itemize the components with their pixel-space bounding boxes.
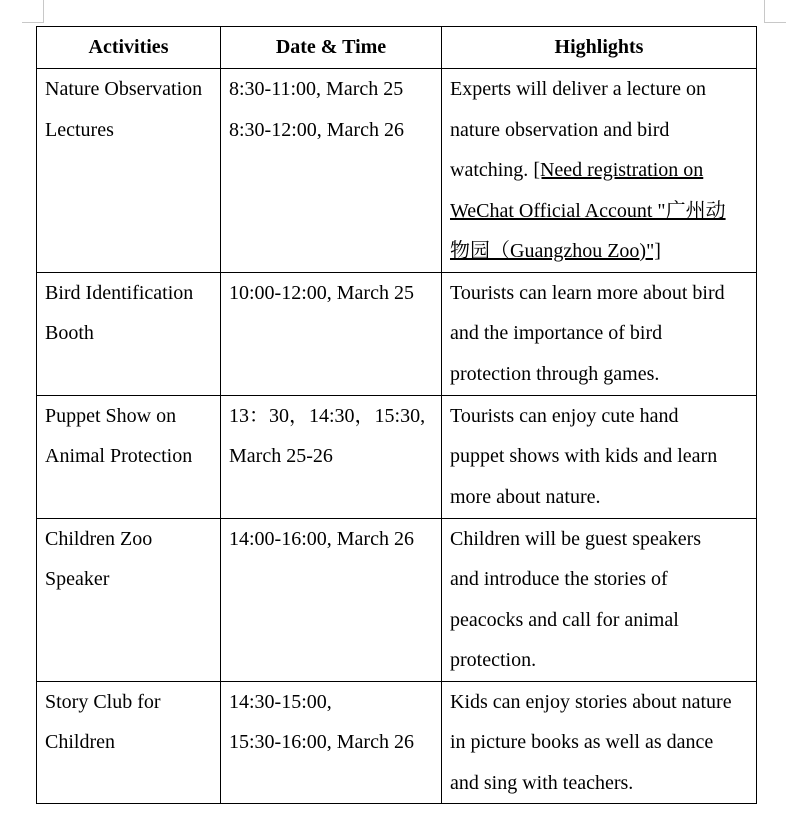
page-margin-mark-right (764, 0, 765, 22)
datetime-cell (221, 518, 442, 681)
highlights-text (450, 150, 748, 191)
table-row (37, 69, 757, 273)
activity-cell (37, 69, 221, 273)
highlights-text: in picture books as well as dance (450, 731, 714, 753)
highlights-cell (442, 69, 757, 273)
highlights-cell (442, 518, 757, 681)
table-header-row (37, 27, 757, 69)
datetime-text: 13：30，14:30，15:30, (229, 404, 426, 427)
highlights-text-part: watching. (450, 159, 534, 181)
highlights-cell (442, 681, 757, 804)
page-margin-tick-left (22, 22, 44, 23)
datetime-text: 15:30-16:00, March 26 (229, 731, 414, 753)
highlights-text: protection. (450, 649, 537, 671)
activity-text: Story Club for (45, 690, 161, 713)
table-row (37, 518, 757, 681)
activity-cell (37, 272, 221, 395)
highlights-text: Tourists can enjoy cute hand (450, 404, 679, 427)
datetime-text: 10:00-12:00, March 25 (229, 281, 414, 304)
activity-text: Booth (45, 322, 94, 344)
activity-schedule-table (36, 26, 757, 804)
highlights-text: Tourists can learn more about bird (450, 281, 725, 304)
highlights-text: protection through games. (450, 362, 660, 385)
header-highlights: Highlights (442, 27, 757, 69)
table-row (37, 395, 757, 518)
highlights-text: nature observation and bird (450, 118, 670, 141)
registration-note: [Need registration on (533, 159, 704, 181)
highlights-text: and sing with teachers. (450, 771, 634, 794)
highlights-text: Children will be guest speakers (450, 527, 702, 550)
datetime-text: 14:00-16:00, March 26 (229, 527, 414, 550)
activity-text: Animal Protection (45, 445, 193, 467)
table-row (37, 272, 757, 395)
highlights-text: puppet shows with kids and learn (450, 445, 718, 467)
datetime-text: 8:30-11:00, March 25 (229, 78, 404, 100)
datetime-cell (221, 681, 442, 804)
datetime-cell (221, 69, 442, 273)
datetime-text: 8:30-12:00, March 26 (229, 118, 404, 141)
activity-cell (37, 681, 221, 804)
datetime-text: March 25-26 (229, 445, 333, 467)
activity-text: Children Zoo (45, 527, 153, 550)
page-margin-tick-right (764, 22, 786, 23)
datetime-cell (221, 272, 442, 395)
highlights-text: Kids can enjoy stories about nature (450, 690, 732, 713)
activity-text: Bird Identification (45, 281, 194, 304)
activity-text: Puppet Show on (45, 404, 177, 427)
activity-text: Children (45, 731, 115, 753)
header-date-time: Date & Time (221, 27, 442, 69)
activity-cell (37, 518, 221, 681)
highlights-text: and the importance of bird (450, 322, 663, 344)
highlights-text: more about nature. (450, 485, 601, 508)
activity-text: Speaker (45, 568, 110, 590)
activity-cell (37, 395, 221, 518)
datetime-cell (221, 395, 442, 518)
highlights-text: Experts will deliver a lecture on (450, 78, 707, 100)
activity-text: Lectures (45, 118, 114, 141)
highlights-text: and introduce the stories of (450, 568, 668, 590)
registration-note: WeChat Official Account "广州动 (450, 199, 726, 222)
datetime-text: 14:30-15:00, (229, 690, 332, 713)
table-row (37, 681, 757, 804)
highlights-cell (442, 395, 757, 518)
registration-note: 物园（Guangzhou Zoo)"] (450, 240, 661, 262)
highlights-text: peacocks and call for animal (450, 608, 679, 631)
activity-text: Nature Observation (45, 78, 203, 100)
highlights-cell (442, 272, 757, 395)
header-activities: Activities (37, 27, 221, 69)
page-margin-mark-left (43, 0, 44, 22)
